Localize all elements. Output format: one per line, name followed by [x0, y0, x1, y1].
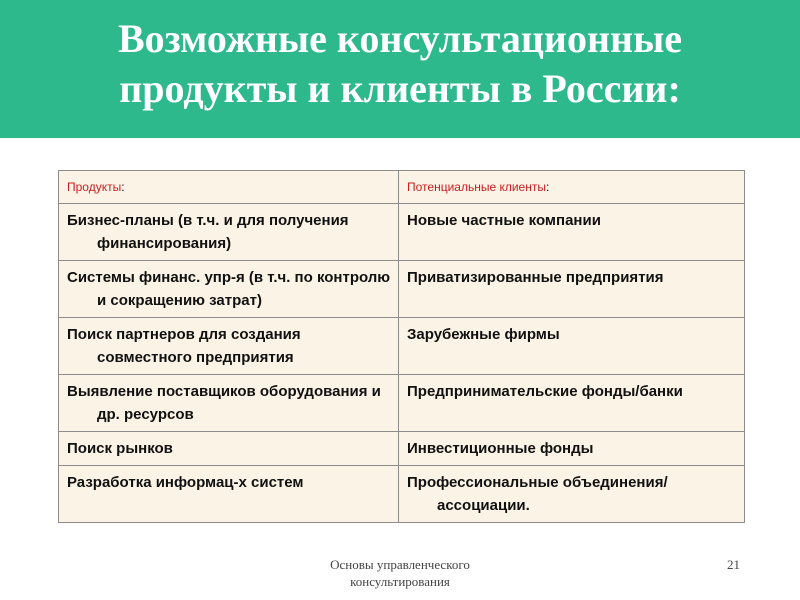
client-cell: [399, 466, 745, 523]
header-products-label: Продукты: [67, 179, 122, 194]
table-row: [59, 261, 745, 318]
header-clients-label: Потенциальные клиенты: [407, 179, 546, 194]
client-text: Новые частные компании: [407, 212, 601, 229]
table-row: [59, 375, 745, 432]
product-text: Системы финанс. упр-я (в т.ч. по контролю и сокращению затрат): [67, 269, 391, 309]
client-cell: [399, 432, 745, 466]
product-cell: [59, 204, 399, 261]
client-text: Профессиональные объединения/ассоциации.: [407, 474, 668, 514]
client-text: Предпринимательские фонды/банки: [407, 383, 683, 400]
product-cell: [59, 318, 399, 375]
product-text: Поиск партнеров для создания совместного предприятия: [67, 326, 301, 366]
products-clients-table: [58, 170, 745, 523]
product-text: Разработка информац-х систем: [67, 474, 304, 491]
footer-course-name: Основы управленческого консультирования: [330, 557, 470, 589]
client-cell: [399, 375, 745, 432]
table-row: [59, 204, 745, 261]
client-cell: [399, 204, 745, 261]
product-cell: [59, 466, 399, 523]
header-clients-colon: :: [545, 179, 550, 194]
product-text: Поиск рынков: [67, 440, 173, 457]
title-bar: [0, 0, 800, 138]
slide-title: Возможные консультационные продукты и клиенты в России:: [117, 16, 683, 111]
product-cell: [59, 432, 399, 466]
client-cell: [399, 318, 745, 375]
table-row: [59, 432, 745, 466]
client-text: Зарубежные фирмы: [407, 326, 560, 343]
product-text: Бизнес-планы (в т.ч. и для получения финансирования): [67, 212, 349, 252]
product-text: Выявление поставщиков оборудования и др. ресурсов: [67, 383, 381, 423]
product-cell: [59, 375, 399, 432]
header-products: [59, 171, 399, 204]
table-row: [59, 466, 745, 523]
page-number: 21: [727, 557, 740, 572]
client-text: Приватизированные предприятия: [407, 269, 664, 286]
client-cell: [399, 261, 745, 318]
header-products-colon: :: [121, 179, 125, 194]
header-clients: [399, 171, 745, 204]
product-cell: [59, 261, 399, 318]
table-header-row: [59, 171, 745, 204]
table-row: [59, 318, 745, 375]
client-text: Инвестиционные фонды: [407, 440, 594, 457]
